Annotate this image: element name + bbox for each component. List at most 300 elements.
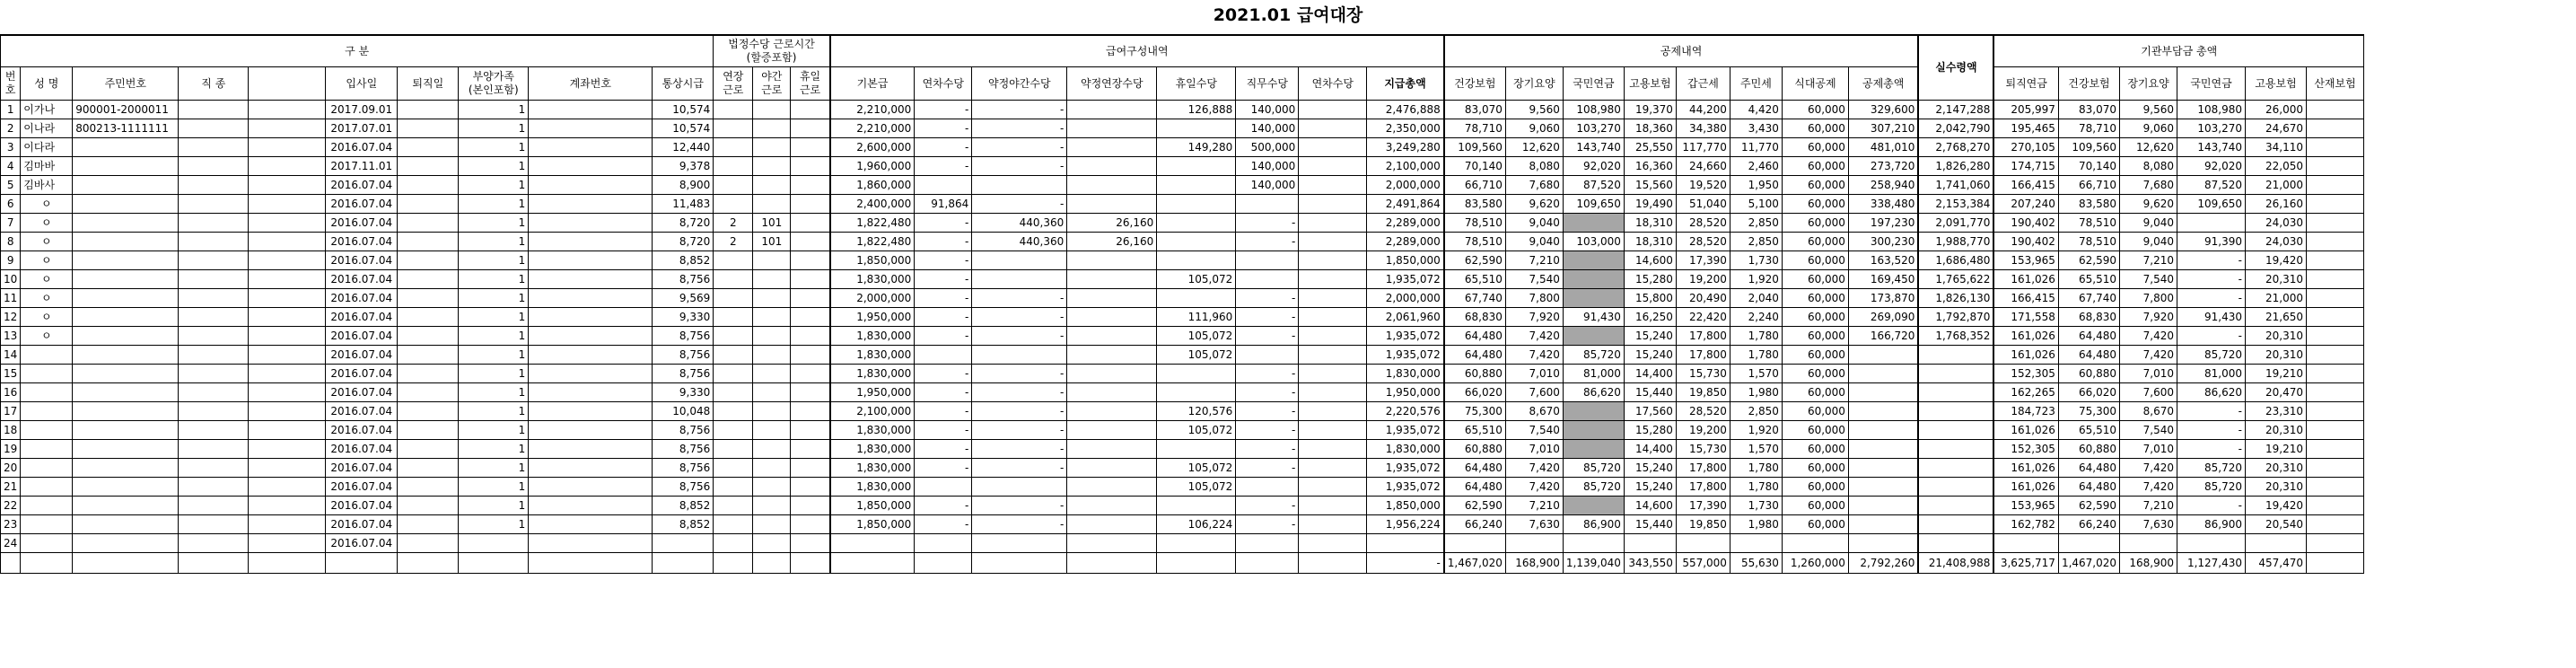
table-cell — [1236, 195, 1299, 214]
table-cell: 60,000 — [1782, 233, 1848, 251]
table-cell: 20,310 — [2246, 478, 2307, 497]
table-cell: 1 — [459, 138, 529, 157]
table-cell — [1848, 440, 1918, 459]
column-header: 공제총액 — [1848, 67, 1918, 101]
table-row — [1, 214, 2364, 233]
table-cell: 2,061,960 — [1367, 308, 1444, 327]
table-cell — [179, 478, 249, 497]
table-cell — [972, 176, 1067, 195]
table-cell: 101 — [753, 214, 791, 233]
table-cell: - — [972, 157, 1067, 176]
table-cell: 62,590 — [2058, 251, 2119, 270]
table-cell — [1918, 515, 1993, 534]
table-cell: 2,850 — [1730, 214, 1782, 233]
table-cell: 173,870 — [1848, 289, 1918, 308]
table-cell — [1067, 176, 1157, 195]
table-cell: 1,830,000 — [830, 478, 915, 497]
table-cell — [529, 119, 653, 138]
table-cell — [1067, 515, 1157, 534]
table-row — [1, 251, 2364, 270]
table-cell — [791, 383, 830, 402]
table-cell — [791, 421, 830, 440]
table-cell: 60,000 — [1782, 402, 1848, 421]
table-cell: 19,490 — [1624, 195, 1676, 214]
table-cell: 1,730 — [1730, 497, 1782, 515]
table-cell — [1299, 327, 1367, 346]
table-cell: 60,000 — [1782, 176, 1848, 195]
table-cell: 2,460 — [1730, 157, 1782, 176]
table-cell: 1,980 — [1730, 383, 1782, 402]
table-cell — [1299, 365, 1367, 383]
table-cell: 64,480 — [1444, 478, 1506, 497]
table-row — [1, 478, 2364, 497]
table-cell — [398, 346, 459, 365]
table-cell: 60,000 — [1782, 459, 1848, 478]
table-cell — [1848, 402, 1918, 421]
table-cell: 28,520 — [1676, 233, 1730, 251]
total-cell — [326, 553, 398, 574]
table-cell: 2,210,000 — [830, 101, 915, 119]
table-cell — [73, 176, 179, 195]
table-cell: 19,850 — [1676, 515, 1730, 534]
table-cell — [529, 421, 653, 440]
table-cell — [1067, 119, 1157, 138]
table-cell — [1299, 534, 1367, 553]
table-cell: 15,440 — [1624, 383, 1676, 402]
table-cell: 1,570 — [1730, 365, 1782, 383]
table-cell: 1,988,770 — [1918, 233, 1993, 251]
table-cell: 65,510 — [2058, 270, 2119, 289]
table-cell — [714, 365, 753, 383]
column-header: 약정연장수당 — [1067, 67, 1157, 101]
table-cell: 19,210 — [2246, 440, 2307, 459]
table-cell: 24,030 — [2246, 214, 2307, 233]
table-cell — [1848, 515, 1918, 534]
table-cell: 1,920 — [1730, 421, 1782, 440]
table-cell: 307,210 — [1848, 119, 1918, 138]
table-cell: 7,540 — [2120, 421, 2177, 440]
table-cell: 28,520 — [1676, 214, 1730, 233]
table-cell: 2017.09.01 — [326, 101, 398, 119]
table-cell: - — [972, 515, 1067, 534]
table-cell: 1,935,072 — [1367, 270, 1444, 289]
table-cell: 2017.11.01 — [326, 157, 398, 176]
table-cell: 184,723 — [1993, 402, 2058, 421]
table-row — [1, 233, 2364, 251]
table-cell: 1 — [459, 195, 529, 214]
table-cell: 7,920 — [1505, 308, 1563, 327]
table-cell: 2,240 — [1730, 308, 1782, 327]
table-cell: 1,935,072 — [1367, 327, 1444, 346]
table-cell: 800213-1111111 — [73, 119, 179, 138]
table-cell: 15,730 — [1676, 365, 1730, 383]
table-cell: 166,720 — [1848, 327, 1918, 346]
table-cell: 300,230 — [1848, 233, 1918, 251]
table-cell: 19,200 — [1676, 421, 1730, 440]
table-cell: - — [915, 289, 972, 308]
table-cell: 83,070 — [2058, 101, 2119, 119]
table-cell: 65,510 — [1444, 421, 1506, 440]
table-cell — [1157, 534, 1236, 553]
table-cell: 20,310 — [2246, 327, 2307, 346]
table-cell: 19,200 — [1676, 270, 1730, 289]
table-cell: 18,310 — [1624, 214, 1676, 233]
table-cell: 166,415 — [1993, 176, 2058, 195]
table-cell — [1299, 214, 1367, 233]
table-cell: 7,600 — [2120, 383, 2177, 402]
table-cell: 22,420 — [1676, 308, 1730, 327]
table-cell: 11,770 — [1730, 138, 1782, 157]
table-cell — [1067, 383, 1157, 402]
column-header: 장기요양 — [2120, 67, 2177, 101]
table-cell: 2016.07.04 — [326, 478, 398, 497]
table-cell: - — [972, 365, 1067, 383]
table-cell: 60,880 — [2058, 440, 2119, 459]
table-cell — [1236, 346, 1299, 365]
table-cell: 1,792,870 — [1918, 308, 1993, 327]
table-cell: 8,756 — [653, 346, 714, 365]
table-cell: 1,850,000 — [830, 497, 915, 515]
table-cell: 329,600 — [1848, 101, 1918, 119]
table-cell — [398, 157, 459, 176]
table-row — [1, 308, 2364, 327]
table-cell: 9,040 — [2120, 214, 2177, 233]
table-cell — [1918, 346, 1993, 365]
table-cell — [73, 421, 179, 440]
table-cell — [249, 402, 326, 421]
table-cell: 7,420 — [1505, 478, 1563, 497]
table-cell: 7,210 — [2120, 497, 2177, 515]
table-row — [1, 459, 2364, 478]
table-cell: 7,420 — [2120, 327, 2177, 346]
table-cell: - — [1236, 383, 1299, 402]
table-cell — [2307, 251, 2364, 270]
table-cell: 1 — [459, 101, 529, 119]
table-cell — [791, 195, 830, 214]
table-cell: 258,940 — [1848, 176, 1918, 195]
table-cell: 60,880 — [1444, 440, 1506, 459]
table-cell — [249, 421, 326, 440]
table-cell: 85,720 — [1563, 346, 1624, 365]
table-cell: 2 — [1, 119, 21, 138]
table-cell: 1,780 — [1730, 346, 1782, 365]
table-cell: 67,740 — [2058, 289, 2119, 308]
table-cell: 7,010 — [2120, 365, 2177, 383]
table-cell: - — [915, 308, 972, 327]
table-cell: 15,240 — [1624, 327, 1676, 346]
table-cell: 2016.07.04 — [326, 214, 398, 233]
table-cell: 8 — [1, 233, 21, 251]
table-cell: 66,240 — [1444, 515, 1506, 534]
table-cell — [398, 251, 459, 270]
table-cell — [398, 308, 459, 327]
table-cell: - — [915, 365, 972, 383]
table-cell: 140,000 — [1236, 119, 1299, 138]
table-cell: 2,289,000 — [1367, 233, 1444, 251]
total-cell — [830, 553, 915, 574]
table-cell — [529, 195, 653, 214]
table-cell — [21, 402, 73, 421]
table-cell: 152,305 — [1993, 440, 2058, 459]
table-cell — [1563, 534, 1624, 553]
page-title: 2021.01 급여대장 — [1213, 5, 1363, 25]
table-cell: 85,720 — [1563, 478, 1624, 497]
table-cell — [1848, 534, 1918, 553]
table-cell: 24,660 — [1676, 157, 1730, 176]
table-cell — [753, 421, 791, 440]
column-header: 성 명 — [21, 67, 73, 101]
table-cell: 22 — [1, 497, 21, 515]
table-cell — [2307, 195, 2364, 214]
table-cell: 1 — [1, 101, 21, 119]
table-cell: 64,480 — [1444, 346, 1506, 365]
table-cell: 9 — [1, 251, 21, 270]
table-cell — [398, 515, 459, 534]
table-cell — [1067, 138, 1157, 157]
table-cell — [1918, 459, 1993, 478]
table-cell — [249, 214, 326, 233]
table-cell — [2307, 534, 2364, 553]
table-cell — [73, 440, 179, 459]
table-cell — [1299, 289, 1367, 308]
column-header: 번 호 — [1, 67, 21, 101]
table-cell — [73, 459, 179, 478]
table-cell: - — [915, 101, 972, 119]
table-cell: 1 — [459, 497, 529, 515]
table-cell — [791, 138, 830, 157]
table-cell — [2307, 233, 2364, 251]
table-cell — [753, 195, 791, 214]
table-cell: 60,000 — [1782, 138, 1848, 157]
table-cell: 87,520 — [1563, 176, 1624, 195]
table-cell: 60,880 — [2058, 365, 2119, 383]
table-cell: 1 — [459, 270, 529, 289]
table-cell: 9,569 — [653, 289, 714, 308]
table-cell — [1299, 515, 1367, 534]
table-cell — [791, 308, 830, 327]
table-cell: 1,768,352 — [1918, 327, 1993, 346]
table-cell — [714, 327, 753, 346]
table-cell — [21, 346, 73, 365]
total-cell: 1,467,020 — [1444, 553, 1506, 574]
payroll-table — [0, 34, 2364, 574]
total-cell — [1067, 553, 1157, 574]
table-cell: 7,010 — [2120, 440, 2177, 459]
table-cell: 2016.07.04 — [326, 251, 398, 270]
total-cell: 168,900 — [1505, 553, 1563, 574]
table-cell: - — [915, 270, 972, 289]
table-cell — [753, 270, 791, 289]
table-cell — [73, 270, 179, 289]
table-cell — [459, 534, 529, 553]
table-cell — [753, 157, 791, 176]
table-cell — [972, 478, 1067, 497]
table-cell — [529, 289, 653, 308]
table-cell — [714, 497, 753, 515]
table-cell: 195,465 — [1993, 119, 2058, 138]
total-cell: 1,260,000 — [1782, 553, 1848, 574]
table-cell: 2,000,000 — [1367, 289, 1444, 308]
column-header: 연차수당 — [1299, 67, 1367, 101]
table-cell: 1,960,000 — [830, 157, 915, 176]
table-cell — [179, 440, 249, 459]
table-cell — [398, 289, 459, 308]
table-cell: - — [915, 440, 972, 459]
column-header: 고용보험 — [1624, 67, 1676, 101]
table-cell: 2,600,000 — [830, 138, 915, 157]
table-cell: 17,800 — [1676, 478, 1730, 497]
table-cell: - — [1236, 440, 1299, 459]
table-cell: 1,830,000 — [830, 440, 915, 459]
table-cell: 109,560 — [2058, 138, 2119, 157]
table-cell: 19,850 — [1676, 383, 1730, 402]
table-cell — [2307, 402, 2364, 421]
table-cell: 105,072 — [1157, 478, 1236, 497]
table-cell: - — [972, 327, 1067, 346]
table-cell: - — [1236, 459, 1299, 478]
table-cell: - — [972, 308, 1067, 327]
table-cell: 21 — [1, 478, 21, 497]
table-cell — [1299, 440, 1367, 459]
table-cell: 85,720 — [2177, 459, 2246, 478]
table-cell — [791, 214, 830, 233]
table-cell — [1299, 346, 1367, 365]
table-cell — [249, 176, 326, 195]
table-cell: - — [915, 251, 972, 270]
table-cell: 60,000 — [1782, 421, 1848, 440]
table-cell — [753, 515, 791, 534]
column-header: 기본급 — [830, 67, 915, 101]
total-cell — [249, 553, 326, 574]
table-row — [1, 176, 2364, 195]
table-cell: 162,782 — [1993, 515, 2058, 534]
table-cell: 14,400 — [1624, 365, 1676, 383]
table-cell — [249, 497, 326, 515]
table-cell: 3,249,280 — [1367, 138, 1444, 157]
table-cell: 1,850,000 — [1367, 251, 1444, 270]
table-cell: 9,560 — [2120, 101, 2177, 119]
table-cell: - — [1236, 308, 1299, 327]
table-cell — [1067, 251, 1157, 270]
column-header: 연장 근로 — [714, 67, 753, 101]
table-cell — [1993, 534, 2058, 553]
table-cell: 86,620 — [2177, 383, 2246, 402]
table-cell — [753, 176, 791, 195]
table-cell — [714, 459, 753, 478]
table-cell: 2,476,888 — [1367, 101, 1444, 119]
table-cell — [1624, 534, 1676, 553]
table-cell — [2058, 534, 2119, 553]
table-cell: 169,450 — [1848, 270, 1918, 289]
table-cell: 163,520 — [1848, 251, 1918, 270]
table-cell: 161,026 — [1993, 327, 2058, 346]
table-cell: 66,240 — [2058, 515, 2119, 534]
table-cell — [249, 119, 326, 138]
table-cell: - — [2177, 251, 2246, 270]
table-cell: 1,830,000 — [830, 346, 915, 365]
table-cell — [179, 383, 249, 402]
table-cell: 103,270 — [2177, 119, 2246, 138]
table-cell: 2,210,000 — [830, 119, 915, 138]
total-cell: 2,792,260 — [1848, 553, 1918, 574]
table-cell: 17,390 — [1676, 497, 1730, 515]
table-cell: - — [915, 214, 972, 233]
table-cell: 83,070 — [1444, 101, 1506, 119]
table-cell: 김마바 — [21, 157, 73, 176]
group-employer: 기관부담금 총액 — [1993, 35, 2363, 67]
table-cell — [73, 534, 179, 553]
table-cell — [2307, 176, 2364, 195]
table-cell: 2016.07.04 — [326, 534, 398, 553]
table-cell — [2307, 101, 2364, 119]
table-cell — [249, 515, 326, 534]
table-cell: 2016.07.04 — [326, 138, 398, 157]
table-row — [1, 101, 2364, 119]
table-cell — [398, 270, 459, 289]
table-row — [1, 497, 2364, 515]
table-cell: 44,200 — [1676, 101, 1730, 119]
table-cell — [249, 459, 326, 478]
table-cell: 152,305 — [1993, 365, 2058, 383]
table-cell — [791, 270, 830, 289]
table-cell: 1,956,224 — [1367, 515, 1444, 534]
table-cell: 7,680 — [1505, 176, 1563, 195]
table-cell: 15,240 — [1624, 459, 1676, 478]
table-cell: 105,072 — [1157, 327, 1236, 346]
table-row — [1, 289, 2364, 308]
table-cell — [73, 346, 179, 365]
table-row — [1, 515, 2364, 534]
table-cell — [1918, 383, 1993, 402]
table-cell: 2,153,384 — [1918, 195, 1993, 214]
group-deduction: 공제내역 — [1444, 35, 1919, 67]
table-cell: 9,330 — [653, 383, 714, 402]
table-cell: 24,030 — [2246, 233, 2307, 251]
table-cell: 1,850,000 — [830, 515, 915, 534]
table-cell: 1 — [459, 346, 529, 365]
table-cell: 338,480 — [1848, 195, 1918, 214]
table-cell: 78,510 — [1444, 214, 1506, 233]
table-cell: 161,026 — [1993, 270, 2058, 289]
table-cell — [179, 421, 249, 440]
table-cell: 7,630 — [2120, 515, 2177, 534]
table-cell: 207,240 — [1993, 195, 2058, 214]
table-cell: 2016.07.04 — [326, 346, 398, 365]
table-cell — [753, 402, 791, 421]
table-cell — [1563, 214, 1624, 233]
table-cell: 1,822,480 — [830, 214, 915, 233]
table-cell: 60,000 — [1782, 270, 1848, 289]
table-cell — [753, 289, 791, 308]
table-cell: 3 — [1, 138, 21, 157]
table-cell — [249, 289, 326, 308]
table-cell: 10 — [1, 270, 21, 289]
table-cell — [179, 534, 249, 553]
table-cell: 1,830,000 — [1367, 440, 1444, 459]
table-cell: 9,060 — [1505, 119, 1563, 138]
table-cell — [1299, 497, 1367, 515]
table-cell: 66,020 — [1444, 383, 1506, 402]
table-cell: 440,360 — [972, 233, 1067, 251]
table-row — [1, 383, 2364, 402]
table-cell — [398, 195, 459, 214]
table-cell — [73, 327, 179, 346]
table-cell — [73, 289, 179, 308]
table-cell — [529, 270, 653, 289]
table-cell: 2016.07.04 — [326, 270, 398, 289]
table-cell: 9,040 — [1505, 233, 1563, 251]
table-cell — [73, 214, 179, 233]
